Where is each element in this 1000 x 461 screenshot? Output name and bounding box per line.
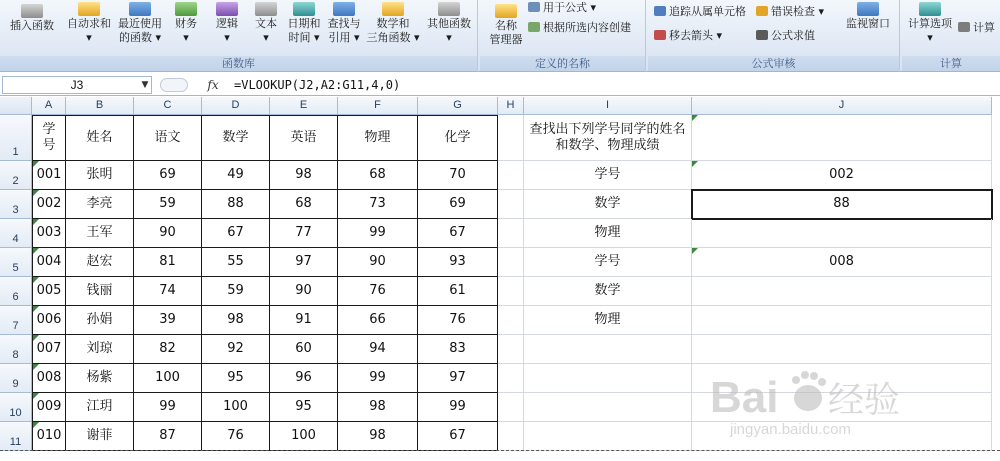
error-checking-button[interactable]: 错误检查 ▾ [756, 4, 824, 20]
cell-text: 002 [829, 167, 854, 182]
evaluate-icon [756, 30, 768, 40]
column-header-g[interactable]: G [418, 97, 498, 115]
function-category-icon [333, 2, 355, 16]
table-data-cell[interactable] [202, 161, 270, 190]
cell-text: 化学 [444, 130, 471, 145]
empty-cell[interactable] [498, 335, 524, 364]
cell-text: 物理 [594, 225, 621, 240]
cell-text: 60 [295, 341, 312, 356]
formula-auditing-label: 公式审核 [648, 56, 899, 71]
column-header-e[interactable]: E [270, 97, 338, 115]
cell-text: 99 [449, 399, 466, 414]
cell-text: 61 [449, 283, 466, 298]
row-header-7[interactable]: 7 [0, 306, 32, 335]
empty-cell[interactable] [498, 161, 524, 190]
evaluate-formula-button[interactable]: 公式求值 [756, 28, 815, 44]
empty-cell[interactable] [498, 393, 524, 422]
function-library-group [0, 0, 478, 72]
table-header-cell[interactable] [66, 115, 134, 161]
column-header-i[interactable]: I [524, 97, 692, 115]
formula-bar-grip-icon[interactable] [160, 78, 188, 92]
cell-text: 孙娟 [86, 312, 113, 327]
table-data-cell[interactable] [270, 306, 338, 335]
cell-text: 92 [227, 341, 244, 356]
empty-cell[interactable] [498, 190, 524, 219]
row-header-2[interactable]: 2 [0, 161, 32, 190]
watermark-url: jingyan.baidu.com [730, 421, 851, 438]
cell-text: 90 [295, 283, 312, 298]
formula-icon [528, 2, 540, 12]
cell-text: 数学 [594, 283, 621, 298]
table-data-cell[interactable] [338, 161, 418, 190]
empty-cell[interactable] [692, 115, 992, 161]
cell-text: 70 [449, 167, 466, 182]
lookup-value-cell[interactable] [692, 248, 992, 277]
table-data-cell[interactable] [270, 422, 338, 451]
empty-cell[interactable] [524, 422, 692, 451]
insert-function-button[interactable]: 插入函数 [4, 4, 60, 33]
trace-precedents-button[interactable]: 追踪从属单元格 [654, 4, 746, 20]
cell-text: 物理 [364, 130, 391, 145]
cell-text: 94 [369, 341, 386, 356]
function-button-1[interactable]: 最近使用 的函数 ▾ [114, 2, 166, 45]
name-box-dropdown-icon[interactable]: ▼ [141, 80, 149, 90]
function-category-icon [175, 2, 197, 16]
table-data-cell[interactable] [418, 277, 498, 306]
cell-text: 刘琼 [86, 341, 113, 356]
cell-text: 003 [36, 225, 62, 240]
cell-text: 90 [369, 254, 386, 269]
cell-text [692, 219, 991, 247]
cell-text: 010 [36, 428, 62, 443]
cell-text: 数学 [594, 196, 621, 211]
remove-arrows-button[interactable]: 移去箭头 ▾ [654, 28, 722, 44]
table-data-cell[interactable] [32, 219, 66, 248]
table-header-cell[interactable] [202, 115, 270, 161]
name-manager-icon [495, 4, 517, 18]
table-data-cell[interactable] [338, 277, 418, 306]
calculator-icon [919, 2, 941, 16]
table-data-cell[interactable] [270, 248, 338, 277]
cell-text: 002 [36, 196, 62, 211]
cell-text: 73 [369, 196, 386, 211]
function-category-icon [293, 2, 315, 16]
defined-names-label: 定义的名称 [480, 56, 645, 71]
empty-cell[interactable] [498, 306, 524, 335]
table-data-cell[interactable] [270, 161, 338, 190]
column-header-d[interactable]: D [202, 97, 270, 115]
row-header-6[interactable]: 6 [0, 277, 32, 306]
cell-text: 88 [227, 196, 244, 211]
lookup-label-cell[interactable] [524, 277, 692, 306]
cell-text [692, 306, 991, 334]
table-icon [528, 22, 540, 32]
remove-arrow-icon [654, 30, 666, 40]
table-data-cell[interactable] [66, 190, 134, 219]
lookup-label-cell[interactable] [524, 306, 692, 335]
cell-text: 93 [449, 254, 466, 269]
cell-text: 查找出下列学号同学的姓名和数学、物理成绩 [529, 121, 686, 153]
table-data-cell[interactable] [32, 335, 66, 364]
cell-text: 学号 [594, 167, 621, 182]
cell-text: 张明 [86, 167, 113, 182]
select-all-corner[interactable] [0, 97, 32, 115]
cell-text: 001 [36, 167, 62, 182]
lookup-label-cell[interactable] [524, 219, 692, 248]
table-data-cell[interactable] [202, 277, 270, 306]
table-header-cell[interactable] [32, 115, 66, 161]
table-data-cell[interactable] [66, 277, 134, 306]
table-data-cell[interactable] [66, 364, 134, 393]
cell-text: 李亮 [86, 196, 113, 211]
cell-text: 98 [227, 312, 244, 327]
empty-cell[interactable] [692, 335, 992, 364]
fx-icon [21, 4, 43, 18]
table-data-cell[interactable] [134, 190, 202, 219]
cell-text: 99 [369, 225, 386, 240]
function-button-3[interactable]: 逻辑 ▾ [206, 2, 248, 45]
cell-text: 77 [295, 225, 312, 240]
cell-text [692, 277, 991, 305]
row-header-11[interactable]: 11 [0, 422, 32, 451]
table-data-cell[interactable] [32, 161, 66, 190]
function-button-7[interactable]: 数学和 三角函数 ▾ [364, 2, 422, 45]
defined-names-group [480, 0, 646, 72]
table-data-cell[interactable] [32, 248, 66, 277]
table-data-cell[interactable] [338, 335, 418, 364]
table-data-cell[interactable] [338, 248, 418, 277]
cell-text: 008 [36, 370, 62, 385]
row-header-10[interactable]: 10 [0, 393, 32, 422]
table-data-cell[interactable] [418, 248, 498, 277]
table-data-cell[interactable] [66, 248, 134, 277]
column-header-a[interactable]: A [32, 97, 66, 115]
cell-text: 100 [291, 428, 316, 443]
table-header-cell[interactable] [134, 115, 202, 161]
empty-cell[interactable] [524, 364, 692, 393]
cell-text: 90 [159, 225, 176, 240]
table-data-cell[interactable] [32, 190, 66, 219]
column-header-c[interactable]: C [134, 97, 202, 115]
cell-text: 39 [159, 312, 176, 327]
cell-text: 82 [159, 341, 176, 356]
function-button-2[interactable]: 财务 ▾ [166, 2, 206, 45]
cell-text: 98 [295, 167, 312, 182]
table-data-cell[interactable] [32, 393, 66, 422]
column-header-f[interactable]: F [338, 97, 418, 115]
calc-sheet-icon [958, 22, 970, 32]
cell-text: 王军 [86, 225, 113, 240]
cell-text: 66 [369, 312, 386, 327]
table-data-cell[interactable] [134, 364, 202, 393]
cell-text: 99 [159, 399, 176, 414]
cell-text: 100 [223, 399, 248, 414]
empty-cell[interactable] [692, 422, 992, 451]
table-header-cell[interactable] [418, 115, 498, 161]
function-button-0[interactable]: 自动求和 ▾ [64, 2, 114, 45]
lookup-value-cell[interactable] [692, 219, 992, 248]
watch-window-button[interactable]: 监视窗口 [842, 2, 894, 31]
table-data-cell[interactable] [338, 190, 418, 219]
table-data-cell[interactable] [338, 306, 418, 335]
empty-cell[interactable] [692, 393, 992, 422]
name-manager-button[interactable]: 名称 管理器 [486, 4, 526, 47]
table-data-cell[interactable] [270, 335, 338, 364]
table-data-cell[interactable] [418, 306, 498, 335]
cell-text: 物理 [594, 312, 621, 327]
table-header-cell[interactable] [338, 115, 418, 161]
warning-icon [756, 6, 768, 16]
cell-text: 009 [36, 399, 62, 414]
table-data-cell[interactable] [32, 364, 66, 393]
cell-text: 76 [449, 312, 466, 327]
cell-text: 008 [829, 254, 854, 269]
table-data-cell[interactable] [270, 364, 338, 393]
function-category-icon [129, 2, 151, 16]
formula-input[interactable]: =VLOOKUP(J2,A2:G11,4,0) [234, 78, 401, 92]
function-category-icon [438, 2, 460, 16]
empty-cell[interactable] [498, 422, 524, 451]
cell-text: 49 [227, 167, 244, 182]
cell-text: 67 [449, 428, 466, 443]
table-data-cell[interactable] [66, 161, 134, 190]
table-data-cell[interactable] [66, 422, 134, 451]
function-library-label: 函数库 [0, 56, 477, 71]
cell-text: 69 [159, 167, 176, 182]
cell-text: 98 [369, 399, 386, 414]
table-data-cell[interactable] [202, 364, 270, 393]
cell-text: 88 [833, 196, 850, 211]
function-button-8[interactable]: 其他函数 ▾ [422, 2, 476, 45]
table-data-cell[interactable] [418, 393, 498, 422]
row-header-1[interactable]: 1 [0, 115, 32, 161]
cell-text: 钱丽 [86, 283, 113, 298]
cell-text: 数学 [222, 130, 249, 145]
table-data-cell[interactable] [338, 393, 418, 422]
function-button-5[interactable]: 日期和 时间 ▾ [284, 2, 324, 45]
function-category-icon [216, 2, 238, 16]
cell-text: 学号 [594, 254, 621, 269]
cell-text: 59 [227, 283, 244, 298]
table-data-cell[interactable] [202, 422, 270, 451]
fx-icon[interactable]: fx [207, 78, 219, 92]
calculation-label: 计算 [902, 56, 1000, 71]
lookup-label-cell[interactable] [524, 248, 692, 277]
ribbon [0, 0, 1000, 72]
cell-text: 95 [227, 370, 244, 385]
table-data-cell[interactable] [338, 364, 418, 393]
table-data-cell[interactable] [32, 277, 66, 306]
column-header-h[interactable]: H [498, 97, 524, 115]
function-category-icon [78, 2, 100, 16]
table-data-cell[interactable] [338, 422, 418, 451]
row-header-9[interactable]: 9 [0, 364, 32, 393]
table-data-cell[interactable] [338, 219, 418, 248]
cell-text: 83 [449, 341, 466, 356]
column-header-j[interactable]: J [692, 97, 992, 115]
cell-text: 69 [449, 196, 466, 211]
empty-cell[interactable] [498, 277, 524, 306]
table-data-cell[interactable] [270, 219, 338, 248]
table-data-cell[interactable] [202, 219, 270, 248]
cell-text: 005 [36, 283, 62, 298]
table-data-cell[interactable] [202, 306, 270, 335]
cell-text: 81 [159, 254, 176, 269]
empty-cell[interactable] [692, 364, 992, 393]
table-data-cell[interactable] [134, 335, 202, 364]
cell-text: 67 [227, 225, 244, 240]
table-data-cell[interactable] [270, 277, 338, 306]
empty-cell[interactable] [498, 364, 524, 393]
cell-text: 赵宏 [86, 254, 113, 269]
cell-text: 99 [369, 370, 386, 385]
calc-now-button[interactable]: 计算 [958, 20, 995, 36]
cell-text: 语文 [154, 130, 181, 145]
table-data-cell[interactable] [32, 306, 66, 335]
cell-text: 95 [295, 399, 312, 414]
table-data-cell[interactable] [66, 335, 134, 364]
cell-text: 姓名 [86, 130, 113, 145]
table-data-cell[interactable] [134, 248, 202, 277]
lookup-label-cell[interactable] [524, 190, 692, 219]
table-data-cell[interactable] [202, 335, 270, 364]
cell-text: 68 [295, 196, 312, 211]
row-header-3[interactable]: 3 [0, 190, 32, 219]
trace-arrow-icon [654, 6, 666, 16]
watch-window-icon [857, 2, 879, 16]
cell-text: 97 [295, 254, 312, 269]
cell-text: 59 [159, 196, 176, 211]
table-data-cell[interactable] [134, 219, 202, 248]
table-data-cell[interactable] [202, 248, 270, 277]
lookup-value-cell[interactable] [692, 306, 992, 335]
cell-text: 55 [227, 254, 244, 269]
calculation-group [902, 0, 1000, 72]
table-data-cell[interactable] [418, 219, 498, 248]
watermark-brand: Bai [710, 373, 779, 422]
table-data-cell[interactable] [418, 364, 498, 393]
cell-text: 100 [155, 370, 180, 385]
cell-text: 76 [369, 283, 386, 298]
function-button-6[interactable]: 查找与 引用 ▾ [324, 2, 364, 45]
cell-text: 004 [36, 254, 62, 269]
empty-cell[interactable] [498, 248, 524, 277]
function-category-icon [382, 2, 404, 16]
cell-text: 96 [295, 370, 312, 385]
table-data-cell[interactable] [134, 422, 202, 451]
name-box[interactable]: J3 [2, 76, 152, 94]
cell-text: 谢菲 [86, 428, 113, 443]
page-break-line [0, 450, 1000, 451]
formula-auditing-group [648, 0, 900, 72]
formula-bar [0, 74, 1000, 96]
table-data-cell[interactable] [32, 422, 66, 451]
calc-options-button[interactable]: 计算选项 ▾ [904, 2, 956, 45]
cell-text: 74 [159, 283, 176, 298]
cell-text: 007 [36, 341, 62, 356]
cell-text: 98 [369, 428, 386, 443]
table-data-cell[interactable] [202, 393, 270, 422]
create-from-selection-button[interactable]: 根据所选内容创建 [528, 20, 631, 36]
cell-text: 杨紫 [86, 370, 113, 385]
cell-text: 江玥 [86, 399, 113, 414]
table-data-cell[interactable] [418, 335, 498, 364]
lookup-label-cell[interactable] [524, 161, 692, 190]
table-data-cell[interactable] [418, 161, 498, 190]
table-data-cell[interactable] [134, 306, 202, 335]
table-data-cell[interactable] [134, 393, 202, 422]
cell-text: 英语 [290, 130, 317, 145]
row-header-5[interactable]: 5 [0, 248, 32, 277]
cell-text: 67 [449, 225, 466, 240]
cell-text: 学号 [42, 122, 56, 153]
table-header-cell[interactable] [270, 115, 338, 161]
cell-text: 76 [227, 428, 244, 443]
table-data-cell[interactable] [66, 393, 134, 422]
table-data-cell[interactable] [134, 161, 202, 190]
row-header-4[interactable]: 4 [0, 219, 32, 248]
table-data-cell[interactable] [66, 306, 134, 335]
lookup-title-cell[interactable] [524, 115, 692, 161]
table-data-cell[interactable] [418, 190, 498, 219]
watermark-brand-cn: 经验 [828, 380, 901, 421]
row-header-8[interactable]: 8 [0, 335, 32, 364]
lookup-value-cell[interactable] [692, 190, 992, 219]
cell-text: 68 [369, 167, 386, 182]
table-data-cell[interactable] [134, 277, 202, 306]
empty-cell[interactable] [524, 335, 692, 364]
table-data-cell[interactable] [418, 422, 498, 451]
lookup-value-cell[interactable] [692, 161, 992, 190]
empty-cell[interactable] [498, 219, 524, 248]
cell-text: 87 [159, 428, 176, 443]
column-header-b[interactable]: B [66, 97, 134, 115]
cell-text: 006 [36, 312, 62, 327]
table-data-cell[interactable] [202, 190, 270, 219]
empty-cell[interactable] [524, 393, 692, 422]
table-data-cell[interactable] [270, 393, 338, 422]
cell-text: 91 [295, 312, 312, 327]
table-data-cell[interactable] [66, 219, 134, 248]
lookup-value-cell[interactable] [692, 277, 992, 306]
function-category-icon [255, 2, 277, 16]
function-button-4[interactable]: 文本 ▾ [248, 2, 284, 45]
use-in-formula-button[interactable]: 用于公式 ▾ [528, 0, 596, 16]
cell-text: 97 [449, 370, 466, 385]
empty-cell[interactable] [498, 115, 524, 161]
table-data-cell[interactable] [270, 190, 338, 219]
